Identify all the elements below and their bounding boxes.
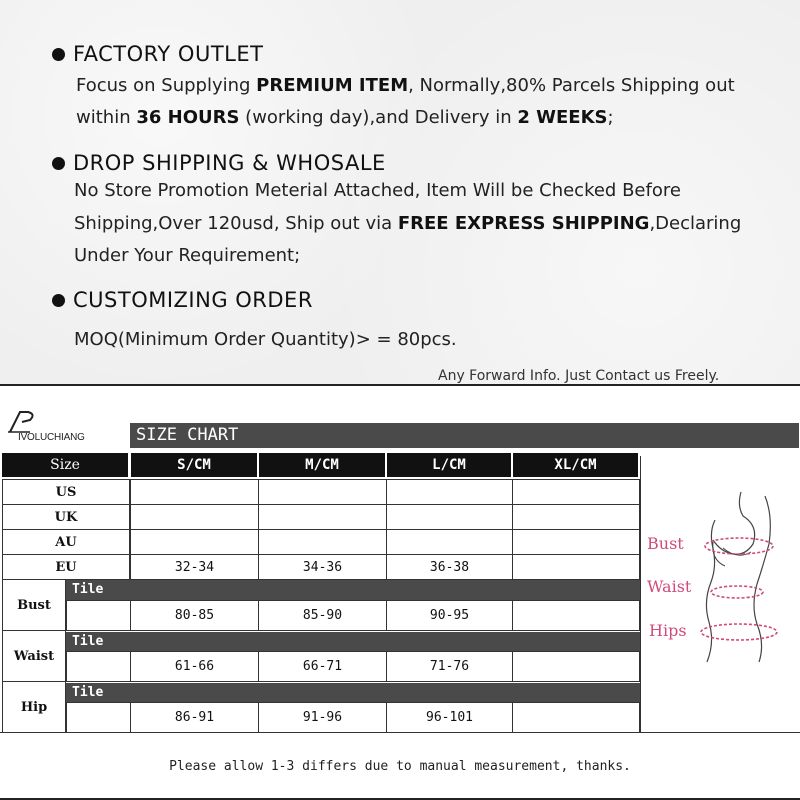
factory-line-2: within 36 HOURS (working day),and Delivery in 2 WEEKS; [76,107,614,128]
drop-shipping-heading: DROP SHIPPING & WHOSALE [52,151,386,175]
dropship-line-2: Shipping,Over 120usd, Ship out via FREE EXPRESS SHIPPING,Declaring [74,213,742,234]
header-s: S/CM [131,453,257,477]
figure-label-waist: Waist [647,577,692,596]
header-l: L/CM [387,453,511,477]
figure-label-hips: Hips [649,621,687,640]
figure-label-bust: Bust [647,534,684,553]
header-m: M/CM [259,453,385,477]
tile-bar: Tile [66,580,640,600]
dropship-line-1: No Store Promotion Meterial Attached, Item Will be Checked Before [74,180,681,201]
info-section [0,0,800,384]
brand-logo-icon [6,410,128,434]
header-xl: XL/CM [513,453,638,477]
moq-line: MOQ(Minimum Order Quantity)> = 80pcs. [74,329,457,350]
bullet-icon [52,48,65,61]
size-chart: IVOLUCHIANG SIZE CHART Size S/CM M/CM L/CM XL/CM US UK AU EU 32-34 34-36 36-38 Bust Tile 80-85 85-90 90-95 Waist Tile 61-66 66-71 71-76 Hip Tile 86-91 91-96 96-101 Bust Waist Hips Please allow 1-3 differs due to manual measurement, thanks. [0,384,800,800]
measurement-note: Please allow 1-3 differs due to manual measurement, thanks. [0,732,800,800]
header-size: Size [2,453,128,477]
dropship-line-3: Under Your Requirement; [74,245,301,266]
body-measurement-figure [640,456,798,732]
bullet-icon [52,157,65,170]
factory-line-1: Focus on Supplying PREMIUM ITEM, Normally,80% Parcels Shipping out [76,75,735,96]
contact-note: Any Forward Info. Just Contact us Freely. [438,368,720,384]
tile-bar: Tile [66,632,640,652]
tile-bar: Tile [66,683,640,703]
customizing-heading: CUSTOMIZING ORDER [52,288,313,312]
brand-name: IVOLUCHIANG [18,432,85,443]
bullet-icon [52,294,65,307]
chart-title: SIZE CHART [130,423,799,448]
factory-outlet-heading: FACTORY OUTLET [52,42,263,66]
